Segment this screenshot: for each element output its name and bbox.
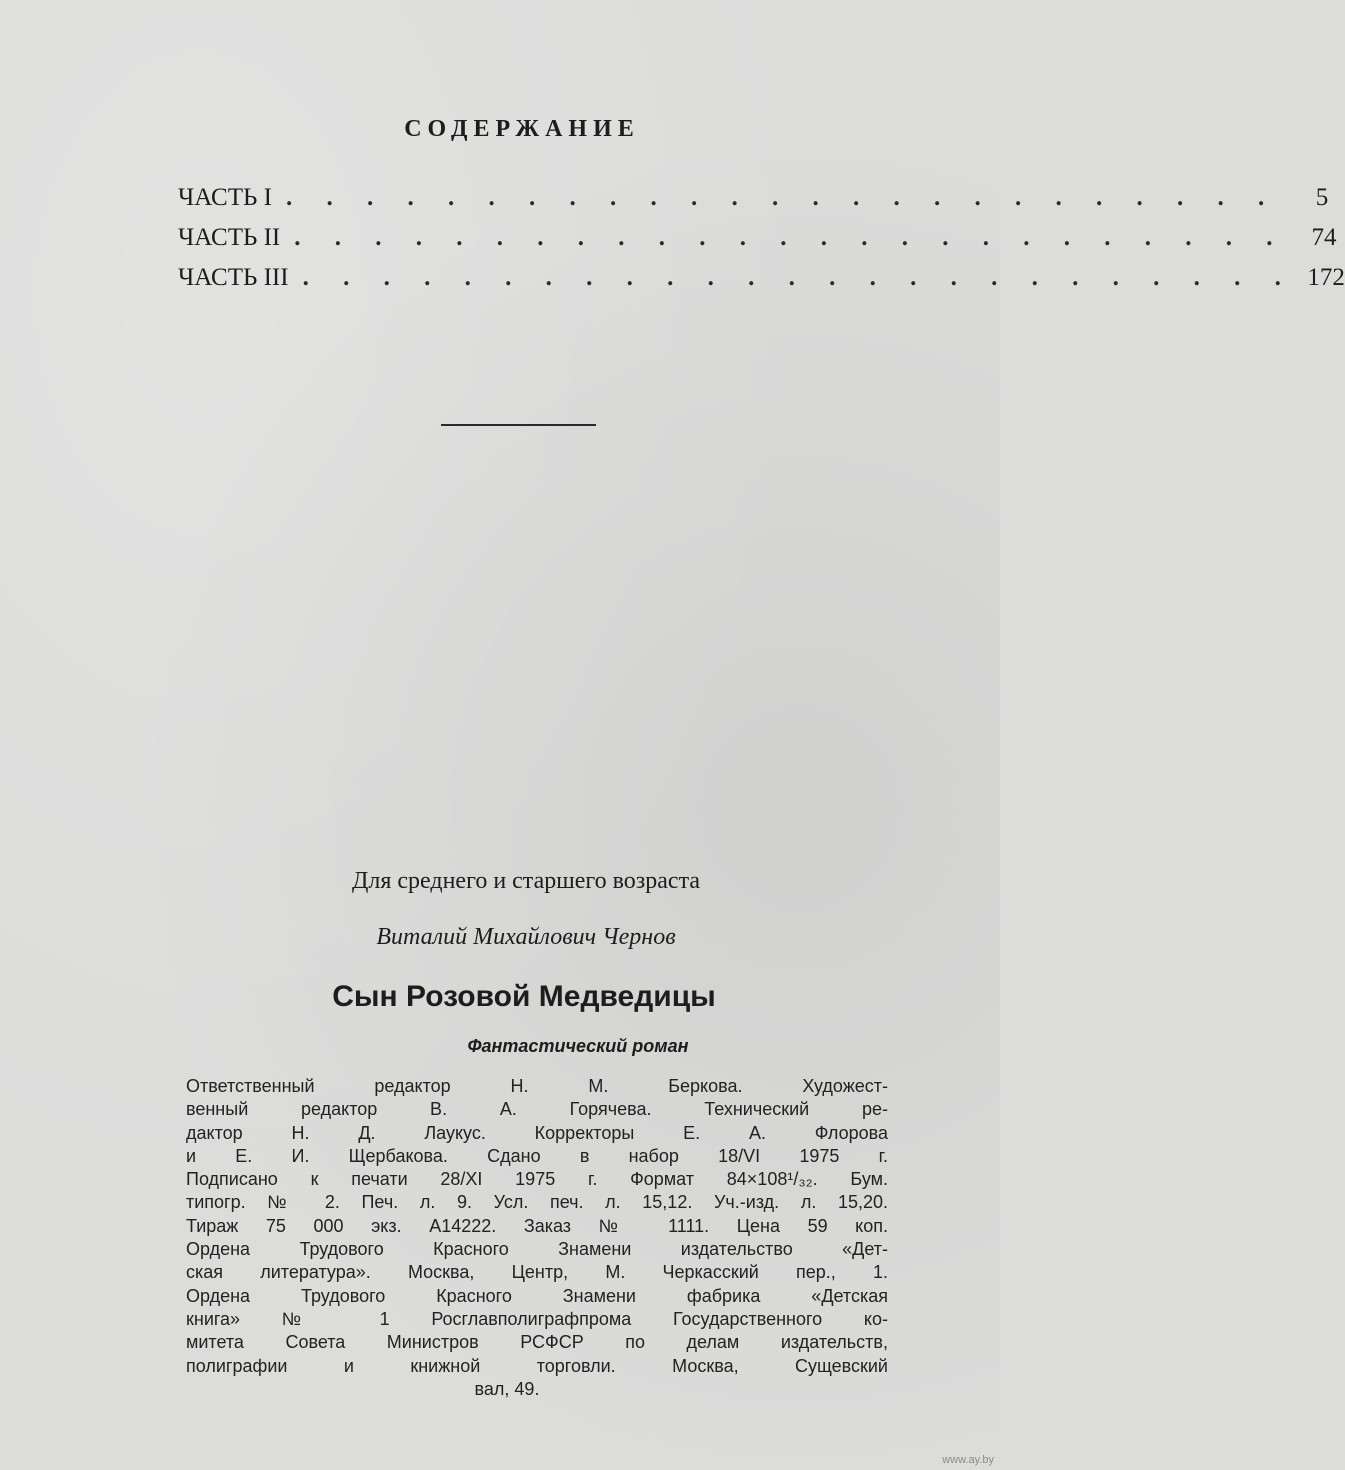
imprint-line: митета Совета Министров РСФСР по делам издательств, bbox=[186, 1332, 888, 1353]
imprint-line: Ордена Трудового Красного Знамени фабрика «Детская bbox=[186, 1285, 888, 1306]
toc-entry-label: ЧАСТЬ II bbox=[178, 224, 281, 251]
imprint-line: дактор Н. Д. Лаукус. Корректоры Е. А. Флорова bbox=[186, 1122, 888, 1143]
imprint-line: Ордена Трудового Красного Знамени издательство «Дет- bbox=[186, 1239, 888, 1260]
toc-entry-part-1 bbox=[178, 184, 1329, 224]
toc-title: СОДЕРЖАНИЕ bbox=[404, 116, 640, 142]
watermark: www.ay.by bbox=[942, 1454, 994, 1466]
section-divider bbox=[441, 424, 596, 426]
imprint-line: Ответственный редактор Н. М. Беркова. Художест- bbox=[186, 1076, 888, 1096]
toc-entry-page: 5 bbox=[1315, 184, 1329, 211]
toc-entry-page: 74 bbox=[1311, 224, 1337, 251]
imprint-block bbox=[186, 1075, 888, 1401]
book-title: Сын Розовой Медведицы bbox=[332, 980, 716, 1013]
imprint-line: Подписано к печати 28/XI 1975 г. Формат 84×108¹/₃₂. Бум. bbox=[186, 1169, 888, 1190]
toc-entry-label: ЧАСТЬ I bbox=[178, 184, 272, 211]
toc-leader-dots: . . . . . . . . . . . . . . . . . . . . . . . . . bbox=[302, 264, 1295, 291]
toc-entry-part-3 bbox=[178, 264, 1345, 304]
table-of-contents bbox=[178, 184, 1345, 304]
imprint-line: книга» № 1 Росглавполиграфпрома Государственного ко- bbox=[186, 1308, 888, 1329]
imprint-line: полиграфии и книжной торговли. Москва, Сущевский bbox=[186, 1355, 888, 1376]
imprint-line: венный редактор В. А. Горячева. Технический ре- bbox=[186, 1099, 888, 1120]
toc-leader-dots: . . . . . . . . . . . . . . . . . . . . . . . . . bbox=[285, 184, 1279, 211]
imprint-line: вал, 49. bbox=[474, 1378, 540, 1399]
toc-entry-label: ЧАСТЬ III bbox=[178, 264, 289, 291]
toc-leader-dots: . . . . . . . . . . . . . . . . . . . . . . . . . bbox=[294, 224, 1287, 251]
toc-entry-part-2 bbox=[178, 224, 1337, 264]
imprint-line: Тираж 75 000 экз. А14222. Заказ № 1111. Цена 59 коп. bbox=[186, 1215, 888, 1236]
genre-label: Фантастический роман bbox=[467, 1036, 689, 1056]
audience-note: Для среднего и старшего возраста bbox=[351, 868, 701, 894]
imprint-line: типогр. № 2. Печ. л. 9. Усл. печ. л. 15,12. Уч.-изд. л. 15,20. bbox=[186, 1192, 888, 1213]
imprint-line: и Е. И. Щербакова. Сдано в набор 18/VI 1975 г. bbox=[186, 1145, 888, 1166]
toc-entry-page: 172 bbox=[1307, 264, 1345, 291]
author-name: Виталий Михайлович Чернов bbox=[376, 924, 676, 950]
imprint-line: ская литература». Москва, Центр, М. Черкасский пер., 1. bbox=[186, 1262, 888, 1283]
